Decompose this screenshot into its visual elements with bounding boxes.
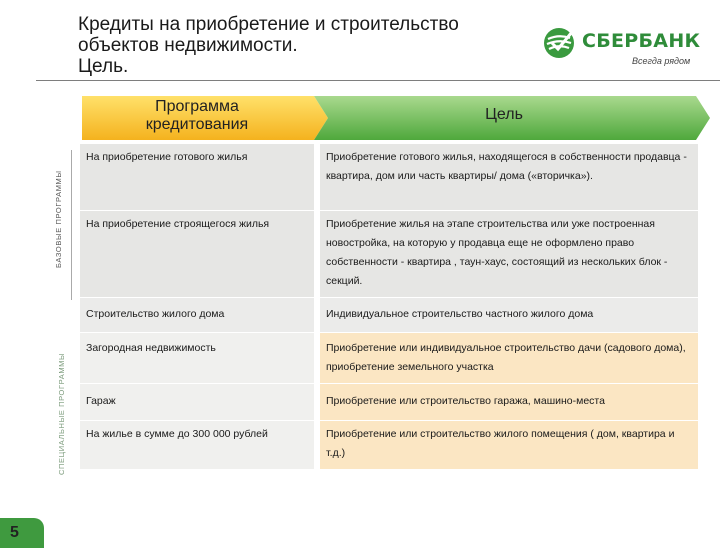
sberbank-logo-icon [542, 26, 576, 60]
program-cell: На приобретение готового жилья [80, 144, 314, 210]
sberbank-logo [542, 24, 702, 72]
title-line-3: Цель. [78, 56, 129, 77]
program-cell: На приобретение строящегося жилья [80, 211, 314, 297]
program-cell: Строительство жилого дома [80, 298, 314, 332]
header-program-text [82, 98, 312, 134]
side-divider [71, 150, 72, 300]
title-divider [36, 80, 720, 81]
program-cell: Гараж [80, 384, 314, 420]
program-cell: Загородная недвижимость [80, 333, 314, 383]
header-program [82, 96, 330, 140]
logo-slogan: Всегда рядом [632, 56, 691, 66]
goal-cell: Приобретение или строительство гаража, машино-места [320, 384, 698, 420]
table-row [80, 211, 698, 297]
side-label-base: БАЗОВЫЕ ПРОГРАММЫ [54, 170, 63, 268]
header-goal-text: Цель [485, 106, 523, 123]
header-goal [314, 96, 710, 140]
page-number: 5 [10, 524, 19, 541]
table-row [80, 421, 698, 469]
goal-cell: Приобретение готового жилья, находящегося в собственности продавца - квартира, дом или часть квартиры/ дома («вторичка»). [320, 144, 698, 210]
title-line-1: Кредиты на приобретение и строительство [78, 14, 459, 35]
program-cell: На жилье в сумме до 300 000 рублей [80, 421, 314, 469]
goal-cell: Приобретение или индивидуальное строительство дачи (садового дома), приобретение земельного участка [320, 333, 698, 383]
side-label-special: СПЕЦИАЛЬНЫЕ ПРОГРАММЫ [57, 352, 66, 475]
table-row [80, 333, 698, 383]
page-number-tab [0, 518, 44, 548]
slide-title [78, 14, 538, 77]
table-row [80, 298, 698, 332]
header-program-line-2: кредитования [145, 116, 249, 133]
header-program-line-1: Программа [155, 98, 239, 115]
goal-cell: Индивидуальное строительство частного жилого дома [320, 298, 698, 332]
goal-cell: Приобретение жилья на этапе строительства или уже построенная новостройка, на которую у продавца еще не оформлено право собственности - квартира , таун-хаус, состоящий из нескольких блок - секций. [320, 211, 698, 297]
goal-cell: Приобретение или строительство жилого помещения ( дом, квартира и т.д.) [320, 421, 698, 469]
table-row [80, 384, 698, 420]
title-line-2: объектов недвижимости. [78, 35, 298, 56]
table-row [80, 144, 698, 210]
logo-wordmark: СБЕРБАНК [582, 30, 701, 52]
